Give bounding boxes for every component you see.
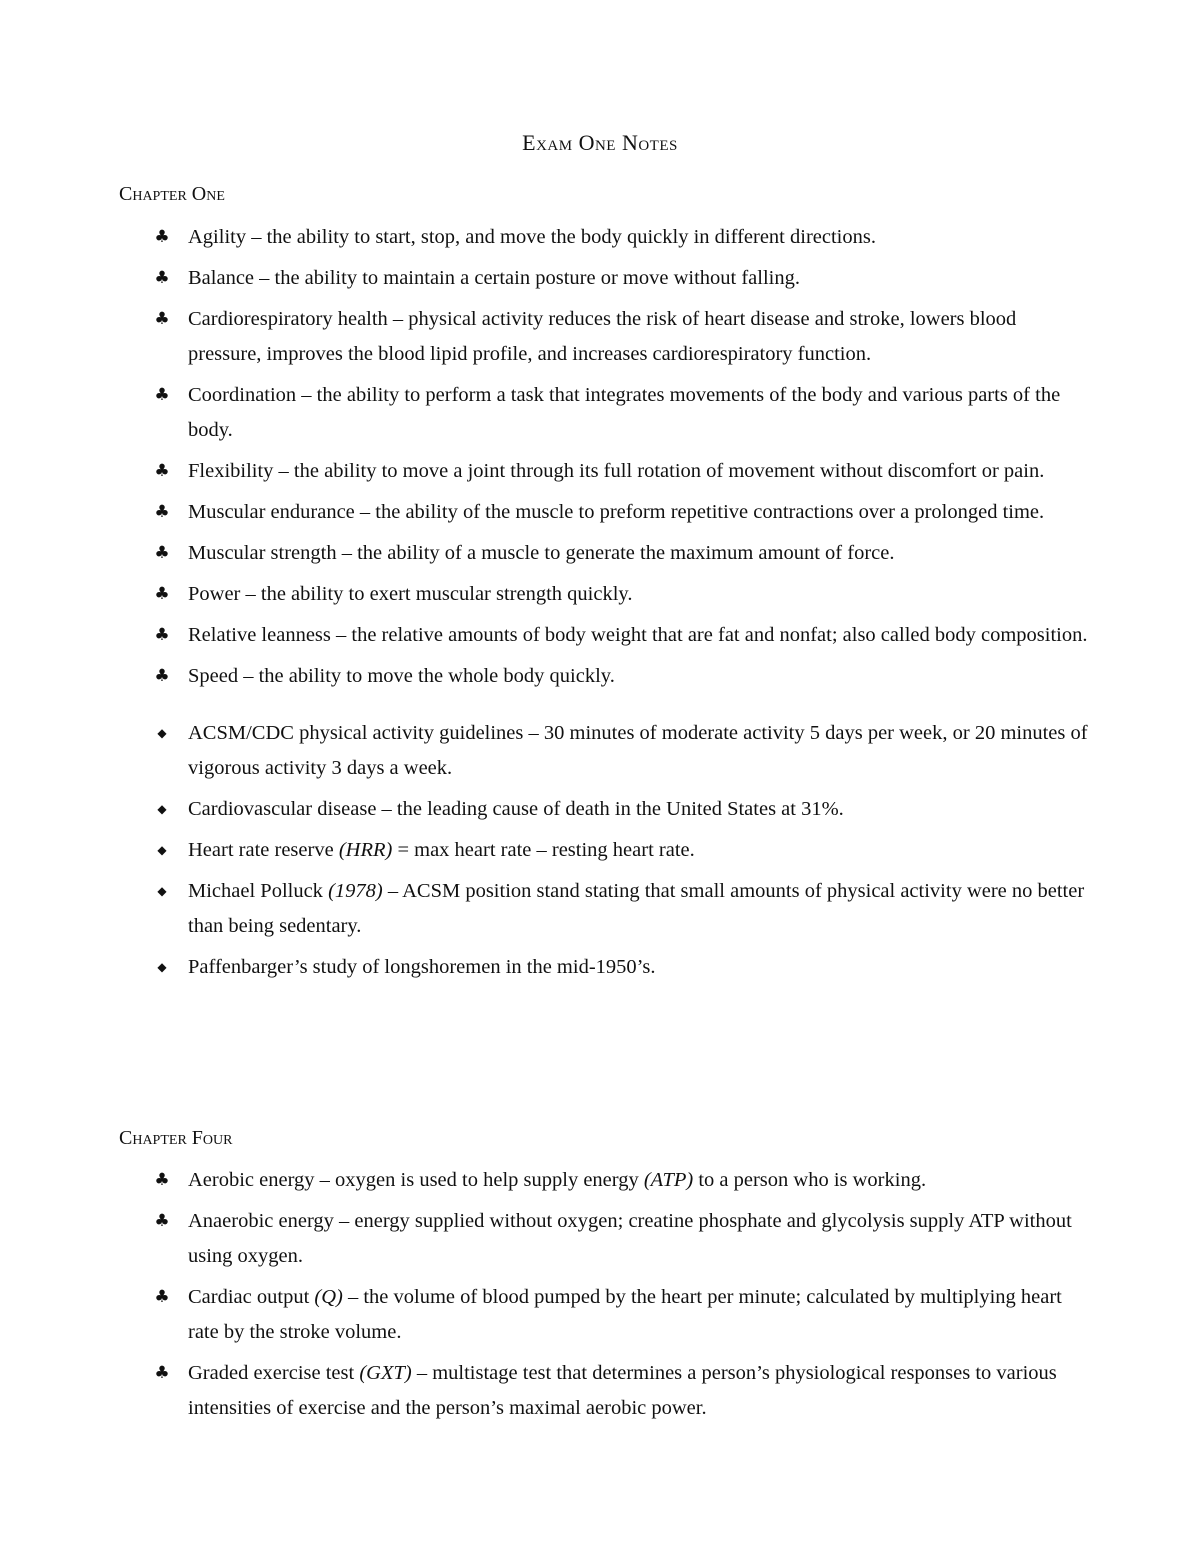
list-item: ♣ Agility – the ability to start, stop, and move the body quickly in different directions.: [119, 220, 1089, 255]
list-item: ◆ Cardiovascular disease – the leading cause of death in the United States at 31%.: [119, 792, 1089, 827]
diamond-bullet-icon: ◆: [157, 726, 167, 740]
chapter-one-heading: Chapter One: [119, 183, 225, 205]
chapter-one-terms-list: [119, 220, 1089, 694]
list-item: ◆ Heart rate reserve (HRR) = max heart rate – resting heart rate.: [119, 833, 1089, 868]
list-item: ♣ Muscular endurance – the ability of the muscle to preform repetitive contractions over a prolonged time.: [119, 495, 1089, 530]
club-bullet-icon: ♣: [154, 1170, 170, 1190]
club-bullet-icon: ♣: [154, 1287, 170, 1307]
club-bullet-icon: ♣: [154, 309, 170, 329]
diamond-bullet-icon: ◆: [157, 802, 167, 816]
chapter-four-terms-list: [119, 1163, 1089, 1426]
list-item: ♣ Power – the ability to exert muscular strength quickly.: [119, 577, 1089, 612]
club-bullet-icon: ♣: [154, 625, 170, 645]
club-bullet-icon: ♣: [154, 227, 170, 247]
list-item: ♣ Muscular strength – the ability of a muscle to generate the maximum amount of force.: [119, 536, 1089, 571]
list-item: ◆ Michael Polluck (1978) – ACSM position stand stating that small amounts of physical activity were no better than being sedentary.: [119, 874, 1089, 944]
club-bullet-icon: ♣: [154, 666, 170, 686]
club-bullet-icon: ♣: [154, 502, 170, 522]
list-item: ◆ Paffenbarger’s study of longshoremen in the mid-1950’s.: [119, 950, 1089, 985]
list-item: ◆ ACSM/CDC physical activity guidelines – 30 minutes of moderate activity 5 days per week, or 20 minutes of vigorous activity 3 days a week.: [119, 716, 1089, 786]
list-item: ♣ Balance – the ability to maintain a certain posture or move without falling.: [119, 261, 1089, 296]
diamond-bullet-icon: ◆: [157, 960, 167, 974]
diamond-bullet-icon: ◆: [157, 884, 167, 898]
document-title: Exam One Notes: [522, 130, 678, 155]
club-bullet-icon: ♣: [154, 268, 170, 288]
list-item: ♣ Cardiorespiratory health – physical activity reduces the risk of heart disease and stroke, lowers blood pressure, improves the blood lipid profile, and increases cardiorespiratory function.: [119, 302, 1089, 372]
club-bullet-icon: ♣: [154, 1211, 170, 1231]
chapter-four-heading: Chapter Four: [119, 1127, 233, 1149]
list-item: ♣ Speed – the ability to move the whole body quickly.: [119, 659, 1089, 694]
list-item: ♣ Anaerobic energy – energy supplied without oxygen; creatine phosphate and glycolysis supply ATP without using oxygen.: [119, 1204, 1089, 1274]
club-bullet-icon: ♣: [154, 543, 170, 563]
list-item: ♣ Aerobic energy – oxygen is used to help supply energy (ATP) to a person who is working.: [119, 1163, 1089, 1198]
club-bullet-icon: ♣: [154, 461, 170, 481]
list-item: ♣ Coordination – the ability to perform a task that integrates movements of the body and various parts of the body.: [119, 378, 1089, 448]
club-bullet-icon: ♣: [154, 1363, 170, 1383]
chapter-four-section: [119, 1124, 1089, 1432]
list-item: ♣ Cardiac output (Q) – the volume of blood pumped by the heart per minute; calculated by multiplying heart rate by the stroke volume.: [119, 1280, 1089, 1350]
list-item: ♣ Flexibility – the ability to move a joint through its full rotation of movement without discomfort or pain.: [119, 454, 1089, 489]
chapter-one-section: [119, 180, 1089, 991]
diamond-bullet-icon: ◆: [157, 843, 167, 857]
club-bullet-icon: ♣: [154, 385, 170, 405]
chapter-one-facts-list: [119, 716, 1089, 985]
list-item: ♣ Graded exercise test (GXT) – multistage test that determines a person’s physiological responses to various intensities of exercise and the person’s maximal aerobic power.: [119, 1356, 1089, 1426]
club-bullet-icon: ♣: [154, 584, 170, 604]
list-item: ♣ Relative leanness – the relative amounts of body weight that are fat and nonfat; also called body composition.: [119, 618, 1089, 653]
